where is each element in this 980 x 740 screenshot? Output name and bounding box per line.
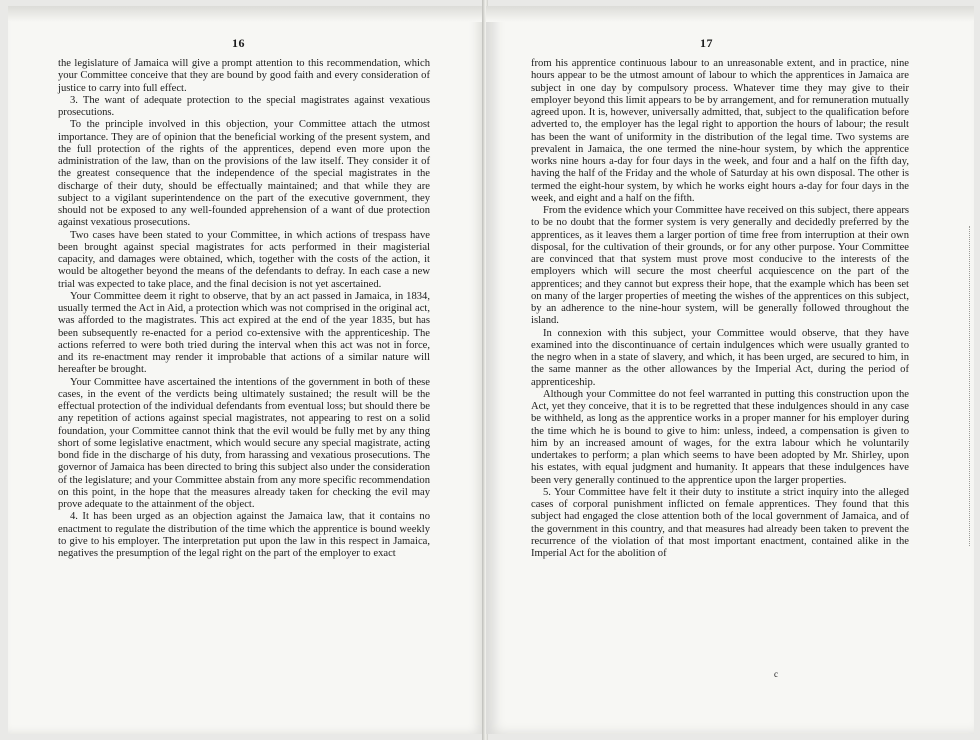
- page-edge-dots: [963, 226, 970, 546]
- right-page-text: [531, 58, 909, 560]
- paragraph: Your Committee have ascertained the intentions of the government in both of these cases, in the event of the verdicts being ultimately sustained; the result will be the effectual protection of the individual defendants from eventual loss; but should there be any repetition of actions against special magistrates, not appearing to rest on a solid foundation, your Committee cannot think that the evil would be fully met by any thing short of some legislative enactment, which would secure any special magistrate, acting bond fide in the discharge of his duty, from harassing and vexatious prosecutions. The governor of Jamaica has been directed to bring this subject also under the consideration of the legislature; and your Committee abstain from any more specific recommendation on this point, in the hope that the measures already taken for checking the evil may prove adequate to the attainment of the object.: [58, 376, 430, 510]
- paragraph: To the principle involved in this objection, your Committee attach the utmost importance. They are of opinion that the beneficial working of the present system, and the full protection of the rights of the apprentices, depend even more upon the administration of the law, than on the provisions of the law itself. They consider it of the greatest consequence that the independence of the special magistrates in the discharge of their duty, should be effectually maintained; and that while they are subject to a vigilant superintendence on the part of the executive government, they should not be exposed to any well-founded apprehension of a want of due protection against vexatious prosecutions.: [58, 119, 430, 229]
- paragraph: from his apprentice continuous labour to an unreasonable extent, and in practice, nine hours appear to be the utmost amount of labour to which the apprentices in Jamaica are subject in one day by compulsory process. Whatever time they may give to their employer beyond this limit appears to be by arrangement, and for remuneration mutually agreed upon. It is, however, universally admitted, that, subject to the qualification before adverted to, the employer has the legal right to apportion the hours of labour; the result has been the want of uniformity in the distribution of the legal time. Two systems are prevalent in Jamaica, the one termed the nine-hour system, by which the apprentice works nine hours a-day for four days in the week, and four and a half on the fifth day, having the half of the Friday and the whole of Saturday at his own disposal. The other is termed the eight-hour system, by which he works eight hours a-day for four days in the week, and eight and a half on the fifth.: [531, 58, 909, 204]
- paragraph: From the evidence which your Committee have received on this subject, there appears to be no doubt that the former system is very generally and decidedly preferred by the apprentices, as it leaves them a larger portion of time free from interruption at their own disposal, for the cultivation of their grounds, or for any other purpose. Your Committee are convinced that that system must prove most conducive to the interests of the employers which will secure the most cheerful acquiescence on the part of the apprentices; and they cannot but express their hope, that the example which has been set on many of the larger properties of meeting the wishes of the apprentices on this subject, by an adherence to the nine-hour system, will be generally followed throughout the island.: [531, 205, 909, 327]
- paragraph: Although your Committee do not feel warranted in putting this construction upon the Act, yet they conceive, that it is to be regretted that these indulgences should in any case be withheld, as long as the apprentice works in a proper manner for his employer during the time which he is bound to give to him: unless, indeed, a compensation is given to him by an increased amount of wages, for the extra labour which he voluntarily undertakes to perform; a plan which seems to have been adopted by Mr. Shirley, upon his estates, with equal judgment and humanity. It appears that these indulgences have been very generally continued to the apprentice upon the larger properties.: [531, 388, 909, 486]
- paragraph: In connexion with this subject, your Committee would observe, that they have examined into the discontinuance of certain indulgences which were usually granted to the negro when in a state of slavery, and which, it has been urged, are secured to him, in the same manner as the other allowances by the Imperial Act, during the period of apprenticeship.: [531, 327, 909, 388]
- page-number-left: 16: [232, 36, 245, 50]
- paragraph: 3. The want of adequate protection to the special magistrates against vexatious prosecutions.: [58, 94, 430, 118]
- paragraph: Your Committee deem it right to observe, that by an act passed in Jamaica, in 1834, usually termed the Act in Aid, a protection which was not comprised in the original act, was afforded to the magistrates. This act expired at the end of the year 1835, but has been subsequently re-enacted for a period co-extensive with the apprenticeship. The actions referred to were both tried during the interval when this act was not in force, and its re-enactment may render it improbable that actions of a similar nature will hereafter be brought.: [58, 290, 430, 376]
- right-page: [486, 6, 974, 734]
- page-top-shadow: [486, 6, 974, 22]
- signature-mark: c: [774, 669, 778, 679]
- paragraph: 5. Your Committee have felt it their duty to institute a strict inquiry into the alleged cases of corporal punishment inflicted on female apprentices. They found that this subject had engaged the close attention both of the local government of Jamaica, and of the government in this country, and that measures had already been taken to prevent the recurrence of the violation of that most important enactment, contained alike in the Imperial Act for the abolition of: [531, 486, 909, 559]
- left-page: [8, 6, 484, 734]
- page-top-shadow: [8, 6, 484, 22]
- left-page-text: [58, 58, 430, 560]
- paragraph: Two cases have been stated to your Committee, in which actions of trespass have been brought against special magistrates for acts performed in their magisterial capacity, and damages were obtained, which, together with the costs of the action, it would be altogether beyond the means of the defendants to defray. In each case a new trial was expected to take place, and the final decision is not yet ascertained.: [58, 229, 430, 290]
- page-number-right: 17: [700, 36, 713, 50]
- paragraph: 4. It has been urged as an objection against the Jamaica law, that it contains no enactment to regulate the distribution of the time which the apprentice is bound weekly to give to his employer. The interpretation put upon the law in this respect in Jamaica, negatives the presumption of the legal right on the part of the employer to exact: [58, 511, 430, 559]
- paragraph: the legislature of Jamaica will give a prompt attention to this recommendation, which your Committee conceive that they are bound by good faith and every consideration of justice to carry into full effect.: [58, 58, 430, 94]
